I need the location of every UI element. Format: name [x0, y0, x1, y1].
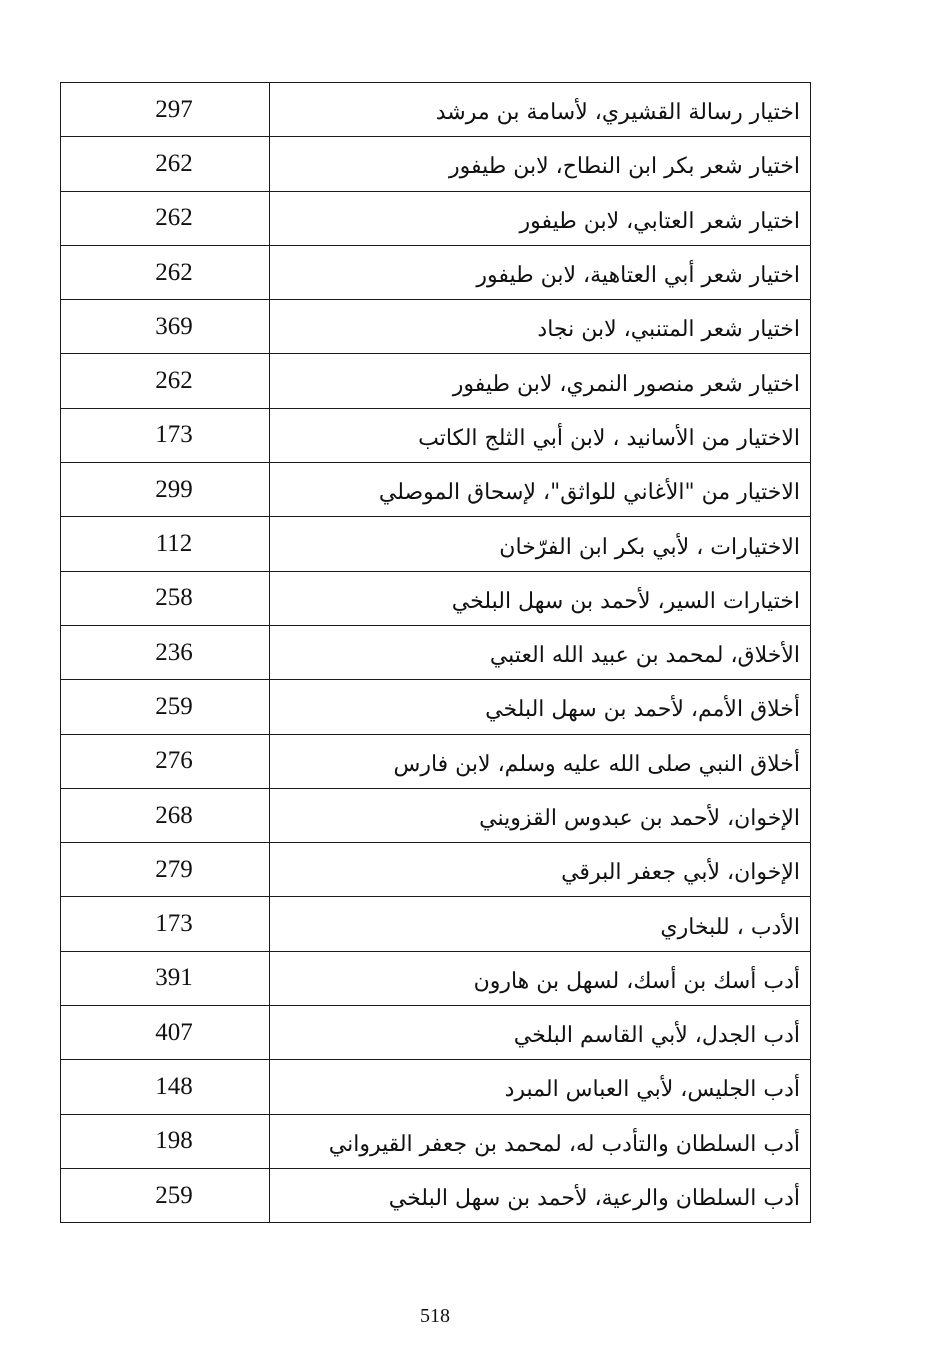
book-title: اختيار شعر المتنبي، لابن نجاد [270, 300, 811, 354]
page-reference: 262 [61, 354, 270, 408]
book-title: اختيارات السير، لأحمد بن سهل البلخي [270, 571, 811, 625]
page-reference: 262 [61, 245, 270, 299]
book-title: الاختيارات ، لأبي بكر ابن الفرّخان [270, 517, 811, 571]
page-reference: 369 [61, 300, 270, 354]
page-reference: 112 [61, 517, 270, 571]
table-row [61, 951, 811, 1005]
table-row [61, 463, 811, 517]
book-title: الاختيار من "الأغاني للواثق"، لإسحاق الموصلي [270, 463, 811, 517]
book-title: اختيار شعر منصور النمري، لابن طيفور [270, 354, 811, 408]
book-title: أدب السلطان والتأدب له، لمحمد بن جعفر القيرواني [270, 1114, 811, 1168]
table-row [61, 408, 811, 462]
page-reference: 258 [61, 571, 270, 625]
book-title: اختيار شعر أبي العتاهية، لابن طيفور [270, 245, 811, 299]
book-title: أدب الجدل، لأبي القاسم البلخي [270, 1006, 811, 1060]
index-table-body [61, 83, 811, 1223]
table-row [61, 191, 811, 245]
page-reference: 262 [61, 191, 270, 245]
book-title: الأخلاق، لمحمد بن عبيد الله العتبي [270, 625, 811, 679]
book-title: اختيار شعر بكر ابن النطاح، لابن طيفور [270, 137, 811, 191]
page-reference: 259 [61, 1168, 270, 1222]
book-title: الإخوان، لأبي جعفر البرقي [270, 843, 811, 897]
table-row [61, 1114, 811, 1168]
page-reference: 259 [61, 680, 270, 734]
table-row [61, 1060, 811, 1114]
table-row [61, 680, 811, 734]
book-title: أدب الجليس، لأبي العباس المبرد [270, 1060, 811, 1114]
book-title: الأدب ، للبخاري [270, 897, 811, 951]
table-row [61, 788, 811, 842]
table-row [61, 245, 811, 299]
page-reference: 268 [61, 788, 270, 842]
table-row [61, 1006, 811, 1060]
table-row [61, 137, 811, 191]
page-number: 518 [420, 1305, 450, 1327]
table-row [61, 300, 811, 354]
table-row [61, 571, 811, 625]
table-row [61, 1168, 811, 1222]
page-reference: 198 [61, 1114, 270, 1168]
book-title: أخلاق النبي صلى الله عليه وسلم، لابن فارس [270, 734, 811, 788]
table-row [61, 897, 811, 951]
page-reference: 297 [61, 83, 270, 137]
table-row [61, 517, 811, 571]
page-reference: 236 [61, 625, 270, 679]
table-row [61, 83, 811, 137]
table-row [61, 625, 811, 679]
page-reference: 299 [61, 463, 270, 517]
book-title: الاختيار من الأسانيد ، لابن أبي الثلج الكاتب [270, 408, 811, 462]
book-title: اختيار شعر العتابي، لابن طيفور [270, 191, 811, 245]
table-row [61, 843, 811, 897]
page-reference: 276 [61, 734, 270, 788]
book-title: أخلاق الأمم، لأحمد بن سهل البلخي [270, 680, 811, 734]
page-reference: 262 [61, 137, 270, 191]
page-reference: 279 [61, 843, 270, 897]
page-reference: 407 [61, 1006, 270, 1060]
table-row [61, 354, 811, 408]
page-reference: 173 [61, 897, 270, 951]
table-row [61, 734, 811, 788]
book-title: أدب السلطان والرعية، لأحمد بن سهل البلخي [270, 1168, 811, 1222]
book-title: اختيار رسالة القشيري، لأسامة بن مرشد [270, 83, 811, 137]
page-reference: 391 [61, 951, 270, 1005]
page-reference: 173 [61, 408, 270, 462]
book-title: أدب أسك بن أسك، لسهل بن هارون [270, 951, 811, 1005]
page-reference: 148 [61, 1060, 270, 1114]
index-table [60, 82, 811, 1223]
book-title: الإخوان، لأحمد بن عبدوس القزويني [270, 788, 811, 842]
